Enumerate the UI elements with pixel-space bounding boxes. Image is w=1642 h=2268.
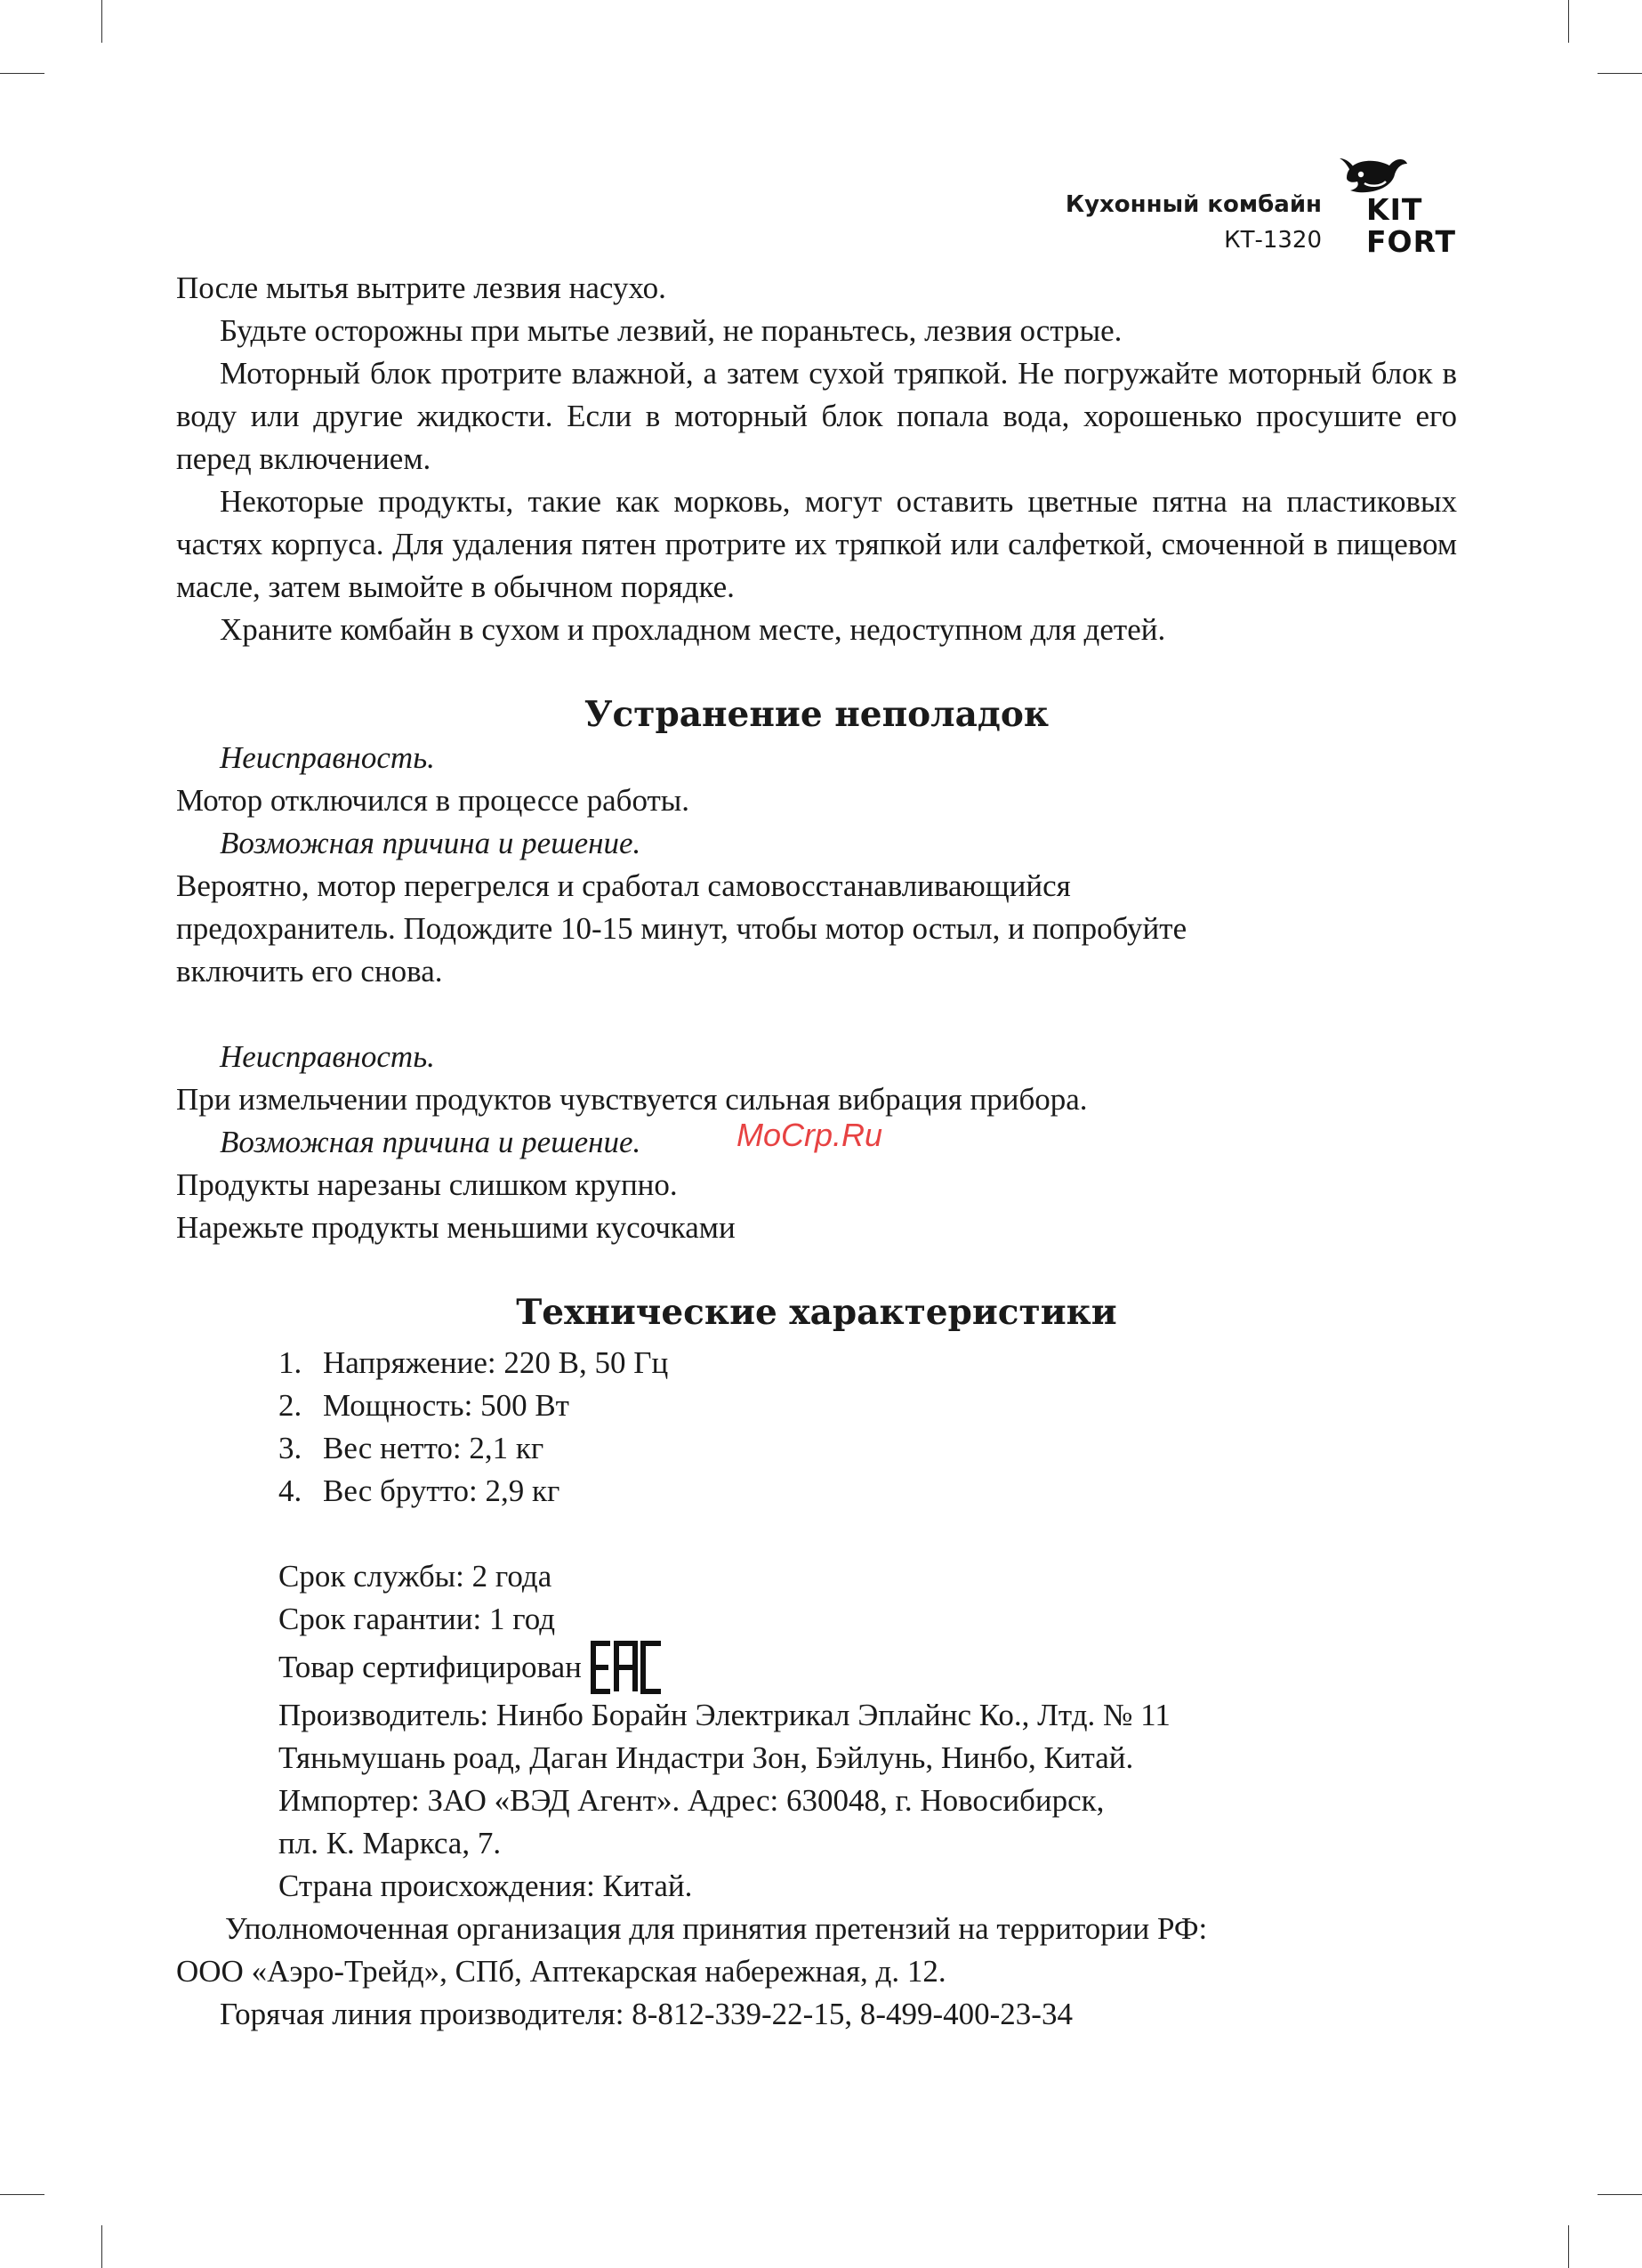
care-paragraph: После мытья вытрите лезвия насухо. [176, 270, 666, 305]
care-paragraph: Будьте осторожны при мытье лезвий, не пораньтесь, лезвия острые. [220, 313, 1123, 348]
watermark: MoCrp.Ru [736, 1117, 883, 1153]
solution-line: Продукты нарезаны слишком крупно. [176, 1167, 678, 1202]
certification: Товар сертифицирован [278, 1641, 1457, 1694]
fault-text: При измельчении продуктов чувствуется сильная вибрация прибора. [176, 1082, 1088, 1117]
spec-item: 1. Напряжение: 220 В, 50 Гц [278, 1345, 669, 1380]
spec-item: 4. Вес брутто: 2,9 кг [278, 1473, 560, 1508]
claims-org-line: ООО «Аэро-Трейд», СПб, Аптекарская набережная, д. 12. [176, 1954, 946, 1989]
troubleshooting-title: Устранение неполадок [584, 694, 1050, 735]
kitfort-logo [1334, 151, 1457, 259]
manufacturer-line: Тяньмушань роад, Даган Индастри Зон, Бэйлунь, Нинбо, Китай. [278, 1740, 1134, 1775]
care-paragraph: Некоторые продукты, такие как морковь, могут оставить цветные пятна на пластиковых частях корпуса. Для удаления пятен протрите их тряпкой или салфеткой, смоченной в пищевом масле, затем вымойте в обычном порядке. [176, 484, 1457, 604]
crop-mark [101, 0, 102, 43]
fault-label: Неисправность. [220, 1039, 435, 1074]
fault-text: Мотор отключился в процессе работы. [176, 783, 690, 818]
country-of-origin: Страна происхождения: Китай. [278, 1868, 693, 1903]
spec-item: 2. Мощность: 500 Вт [278, 1388, 569, 1423]
solution-line: Нарежьте продукты меньшими кусочками [176, 1210, 736, 1245]
eac-mark-icon [591, 1641, 664, 1694]
page-header [1066, 187, 1322, 258]
solution-line: Вероятно, мотор перегрелся и сработал самовосстанавливающийся [176, 868, 1071, 903]
crop-mark [101, 2225, 102, 2268]
warranty: Срок гарантии: 1 год [278, 1602, 556, 1636]
crop-mark [0, 2194, 44, 2195]
product-details [176, 1555, 1457, 1908]
manufacturer-line: Производитель: Нинбо Борайн Электрикал Эплайнс Ко., Лтд. № 11 [278, 1698, 1171, 1732]
service-life: Срок службы: 2 года [278, 1559, 552, 1594]
solution-label: Возможная причина и решение. [220, 1125, 641, 1159]
specs-list [176, 1342, 1457, 1513]
care-paragraph: Моторный блок протрите влажной, а затем сухой тряпкой. Не погружайте моторный блок в воду или другие жидкости. Если в моторный блок попала вода, хорошенько просушите его перед включением. [176, 356, 1457, 476]
hotline: Горячая линия производителя: 8-812-339-22-15, 8-499-400-23-34 [220, 1997, 1073, 2031]
spec-item: 3. Вес нетто: 2,1 кг [278, 1431, 544, 1465]
crop-mark [1568, 2225, 1569, 2268]
fault-label: Неисправность. [220, 740, 435, 775]
product-model: КТ-1320 [1224, 227, 1322, 254]
specs-title: Технические характеристики [516, 1292, 1117, 1333]
solution-line: включить его снова. [176, 954, 443, 989]
importer-line: Импортер: ЗАО «ВЭД Агент». Адрес: 630048, г. Новосибирск, [278, 1783, 1105, 1818]
crop-mark [1598, 2194, 1642, 2195]
solution-label: Возможная причина и решение. [220, 826, 641, 860]
solution-line: предохранитель. Подождите 10-15 минут, чтобы мотор остыл, и попробуйте [176, 911, 1187, 946]
crop-mark [0, 73, 44, 74]
crop-mark [1568, 0, 1569, 43]
care-paragraph: Храните комбайн в сухом и прохладном месте, недоступном для детей. [220, 612, 1166, 647]
importer-line: пл. К. Маркса, 7. [278, 1826, 502, 1860]
document-body [176, 267, 1457, 2036]
claims-org-line: Уполномоченная организация для принятия претензий на территории РФ: [225, 1911, 1208, 1946]
product-name: Кухонный комбайн [1065, 191, 1322, 218]
logo-text: KIT FORT [1366, 192, 1457, 259]
crop-mark [1598, 73, 1642, 74]
